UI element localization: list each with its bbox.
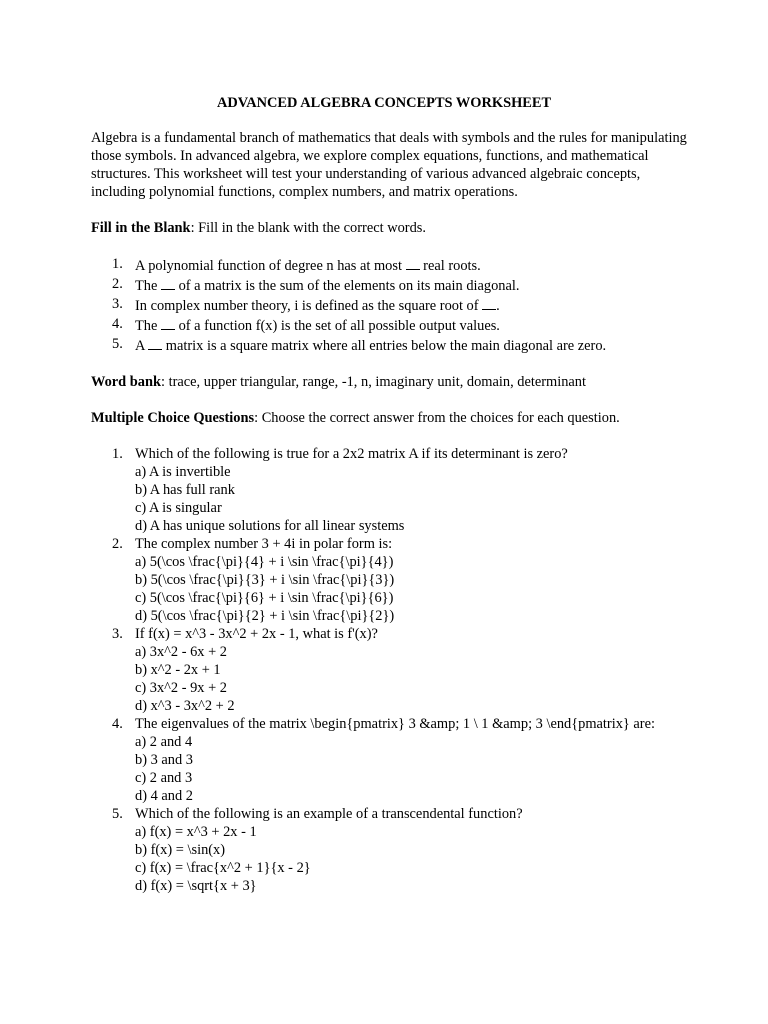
answer-option: b) f(x) = \sin(x) xyxy=(135,842,226,858)
answer-blank xyxy=(161,275,175,290)
answer-option: a) A is invertible xyxy=(135,464,231,480)
answer-blank xyxy=(482,295,496,310)
fill-blank-heading-line xyxy=(91,219,691,237)
answer-option: c) 2 and 3 xyxy=(135,770,193,786)
answer-option: a) f(x) = x^3 + 2x - 1 xyxy=(135,824,257,840)
question-text: Which of the following is true for a 2x2 matrix A if its determinant is zero? xyxy=(135,446,568,462)
answer-option: c) 5(\cos \frac{\pi}{6} + i \sin \frac{\pi}{6}) xyxy=(135,590,394,606)
answer-option: c) 3x^2 - 9x + 2 xyxy=(135,680,228,696)
fill-blank-item xyxy=(91,335,691,355)
answer-option: a) 3x^2 - 6x + 2 xyxy=(135,644,228,660)
answer-option: b) A has full rank xyxy=(135,482,235,498)
fill-blank-item xyxy=(91,295,691,315)
answer-option: d) A has unique solutions for all linear systems xyxy=(135,518,405,534)
question-item xyxy=(91,535,691,625)
item-number: 4. xyxy=(112,316,123,332)
answer-blank xyxy=(161,315,175,330)
fill-blank-heading: Fill in the Blank xyxy=(91,220,191,236)
answer-option: d) 4 and 2 xyxy=(135,788,193,804)
item-text-before: In complex number theory, i is defined as the square root of xyxy=(135,298,483,314)
answer-option: d) x^3 - 3x^2 + 2 xyxy=(135,698,235,714)
item-text-before: A polynomial function of degree n has at most xyxy=(135,258,406,274)
word-bank-heading: Word bank xyxy=(91,374,161,390)
fill-blank-item xyxy=(91,255,691,275)
question-item xyxy=(91,445,691,535)
answer-option: c) f(x) = \frac{x^2 + 1}{x - 2} xyxy=(135,860,311,876)
item-number: 2. xyxy=(112,276,123,292)
intro-paragraph: Algebra is a fundamental branch of mathematics that deals with symbols and the rules for manipulating those symbols. In advanced algebra, we explore complex equations, functions, and mathematical structures. This worksheet will test your understanding of various advanced algebraic concepts, including polynomial functions, complex numbers, and matrix operations. xyxy=(91,130,687,200)
answer-blank xyxy=(406,255,420,270)
answer-option: a) 5(\cos \frac{\pi}{4} + i \sin \frac{\pi}{4}) xyxy=(135,554,394,570)
question-text: The eigenvalues of the matrix \begin{pmatrix} 3 &amp; 1 \ 1 &amp; 3 \end{pmatrix} are: xyxy=(135,716,655,732)
multiple-choice-heading-line xyxy=(91,409,691,427)
item-text-before: A xyxy=(135,338,149,354)
question-number: 1. xyxy=(112,446,123,462)
question-text: If f(x) = x^3 - 3x^2 + 2x - 1, what is f'(x)? xyxy=(135,626,378,642)
answer-option: b) 3 and 3 xyxy=(135,752,193,768)
answer-option: c) A is singular xyxy=(135,500,222,516)
multiple-choice-list xyxy=(91,445,691,895)
question-number: 2. xyxy=(112,536,123,552)
worksheet-content xyxy=(91,94,691,913)
question-number: 5. xyxy=(112,806,123,822)
answer-option: d) f(x) = \sqrt{x + 3} xyxy=(135,878,257,894)
question-item xyxy=(91,715,691,805)
fill-blank-instruction: : Fill in the blank with the correct words. xyxy=(190,220,426,236)
answer-option: b) 5(\cos \frac{\pi}{3} + i \sin \frac{\pi}{3}) xyxy=(135,572,395,588)
answer-option: b) x^2 - 2x + 1 xyxy=(135,662,221,678)
word-bank-line xyxy=(91,373,691,391)
word-bank-text: : trace, upper triangular, range, -1, n, imaginary unit, domain, determinant xyxy=(161,374,587,390)
fill-blank-item xyxy=(91,315,691,335)
question-text: Which of the following is an example of a transcendental function? xyxy=(135,806,523,822)
question-number: 3. xyxy=(112,626,123,642)
multiple-choice-heading: Multiple Choice Questions xyxy=(91,410,255,426)
question-item xyxy=(91,805,691,895)
question-number: 4. xyxy=(112,716,123,732)
item-text-before: The xyxy=(135,278,161,294)
multiple-choice-instruction: : Choose the correct answer from the choices for each question. xyxy=(254,410,620,426)
answer-blank xyxy=(148,335,162,350)
item-text-after: . xyxy=(496,298,500,314)
question-text: The complex number 3 + 4i in polar form is: xyxy=(135,536,393,552)
answer-option: d) 5(\cos \frac{\pi}{2} + i \sin \frac{\pi}{2}) xyxy=(135,608,395,624)
item-text-after: of a matrix is the sum of the elements on its main diagonal. xyxy=(174,278,520,294)
item-number: 3. xyxy=(112,296,123,312)
item-number: 1. xyxy=(112,256,123,272)
question-item xyxy=(91,625,691,715)
item-text-before: The xyxy=(135,318,161,334)
page-title: ADVANCED ALGEBRA CONCEPTS WORKSHEET xyxy=(216,95,552,111)
answer-option: a) 2 and 4 xyxy=(135,734,193,750)
item-text-after: matrix is a square matrix where all entries below the main diagonal are zero. xyxy=(162,338,607,354)
item-number: 5. xyxy=(112,336,123,352)
item-text-after: of a function f(x) is the set of all possible output values. xyxy=(174,318,500,334)
item-text-after: real roots. xyxy=(419,258,481,274)
fill-blank-item xyxy=(91,275,691,295)
fill-blank-list xyxy=(91,255,691,355)
